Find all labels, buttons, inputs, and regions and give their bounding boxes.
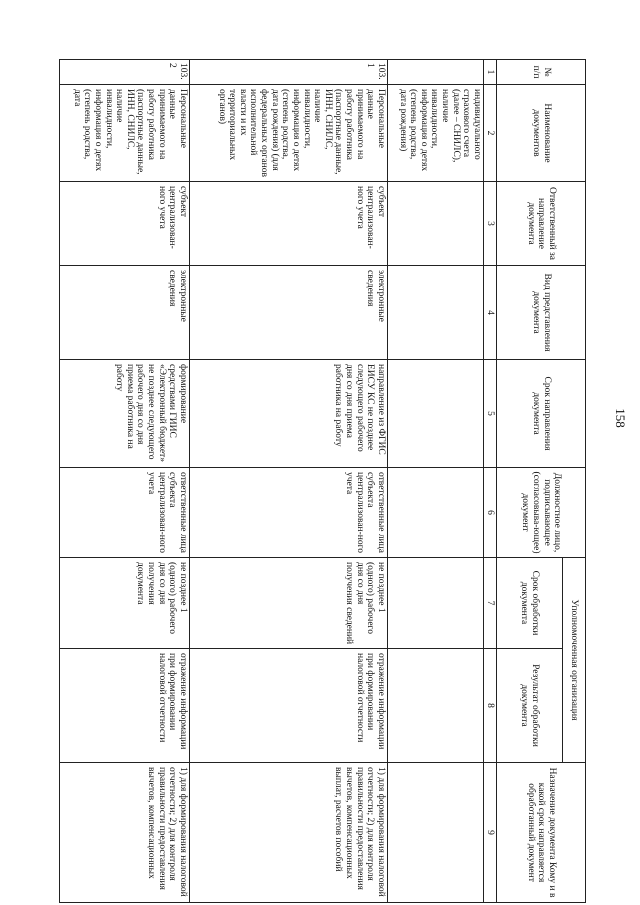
column-number: 9 (484, 763, 497, 903)
cell-purpose (388, 763, 484, 903)
cell-processing-result: отражение информации при формировании налоговой отчетности (190, 649, 388, 763)
header-responsible: Ответственный за направление документа (497, 182, 586, 266)
cell-send-term: направление из ФГИС ЕИСУ КС не позднее следующего рабочего дня со дня приема работника на работу (190, 360, 388, 468)
cell-responsible: субъект централизован-ного учета (190, 182, 388, 266)
page-number: 158 (613, 408, 628, 428)
header-authorized-organization: Уполномоченная организация (563, 558, 586, 763)
column-number: 3 (484, 182, 497, 266)
cell-num: 103.1 (190, 60, 388, 85)
cell-document-name: Персональные данные принимаемого на работу работника (паспортные данные, ИНН, СНИЛС, наличие инвалидности, информация о детях (степень родства, дата рождения) (для федеральных органов исполнительной власти и их территориальных органов) (190, 85, 388, 182)
cell-responsible (388, 182, 484, 266)
cell-document-name: Персональные данные принимаемого на работу работника (паспортные данные, ИНН, СНИЛС, наличие инвалидности, информация о детях (степень родства, дата (60, 85, 190, 182)
cell-presentation-kind: электронные сведения (60, 266, 190, 360)
cell-num: 103.2 (60, 60, 190, 85)
column-number: 4 (484, 266, 497, 360)
header-presentation-kind: Вид представления документа (497, 266, 586, 360)
table-row (60, 60, 190, 903)
header-processing-term: Срок обработки документа (497, 558, 563, 649)
cell-processing-term: не позднее 1 (одного) рабочего дня со дня получения документа (60, 558, 190, 649)
cell-presentation-kind: электронные сведения (190, 266, 388, 360)
document-table (59, 59, 586, 903)
column-number: 7 (484, 558, 497, 649)
cell-presentation-kind (388, 266, 484, 360)
cell-purpose: 1) для формирования налоговой отчетности; 2) для контроля правильности предоставления вычетов, компенсационных выплат, расчетов пособий (190, 763, 388, 903)
cell-send-term (388, 360, 484, 468)
cell-responsible: субъект централизован-ного учета (60, 182, 190, 266)
column-number: 8 (484, 649, 497, 763)
column-numbers-row (484, 60, 497, 903)
cell-send-term: формирование средствами ГИИС «Электронный бюджет» не позднее следующего рабочего дня со дня приема работника на работу (60, 360, 190, 468)
cell-official: ответственные лица субъекта централизован-ного учета (60, 468, 190, 558)
rotated-page-content (46, 59, 586, 902)
header-num: № п/п (497, 60, 586, 85)
column-number: 2 (484, 85, 497, 182)
column-number: 6 (484, 468, 497, 558)
table-row (388, 60, 484, 903)
cell-num (388, 60, 484, 85)
cell-processing-result: отражение информации при формировании налоговой отчетности (60, 649, 190, 763)
header-row (563, 60, 586, 903)
column-number: 1 (484, 60, 497, 85)
header-document-name: Наименование документов (497, 85, 586, 182)
column-number: 5 (484, 360, 497, 468)
cell-official (388, 468, 484, 558)
table-row (190, 60, 388, 903)
cell-official: ответственные лица субъекта централизован-ного учета (190, 468, 388, 558)
header-processing-result: Результат обработки документа (497, 649, 563, 763)
header-send-term: Срок направления документа (497, 360, 586, 468)
cell-processing-term: не позднее 1 (одного) рабочего дня со дня получения сведений (190, 558, 388, 649)
cell-processing-term (388, 558, 484, 649)
header-official: Должностное лицо, подписывающее (согласовыва-ющее) документ (497, 468, 586, 558)
header-purpose: Назначение документа Кому и в какой срок направляется обработанный документ (497, 763, 586, 903)
cell-processing-result (388, 649, 484, 763)
cell-document-name: индивидуального страхового счета (далее – СНИЛС), наличие инвалидности, информация о детях (степень родства, дата рождения) (388, 85, 484, 182)
cell-purpose: 1) для формирования налоговой отчетности; 2) для контроля правильности предоставления вычетов, компенсационных (60, 763, 190, 903)
